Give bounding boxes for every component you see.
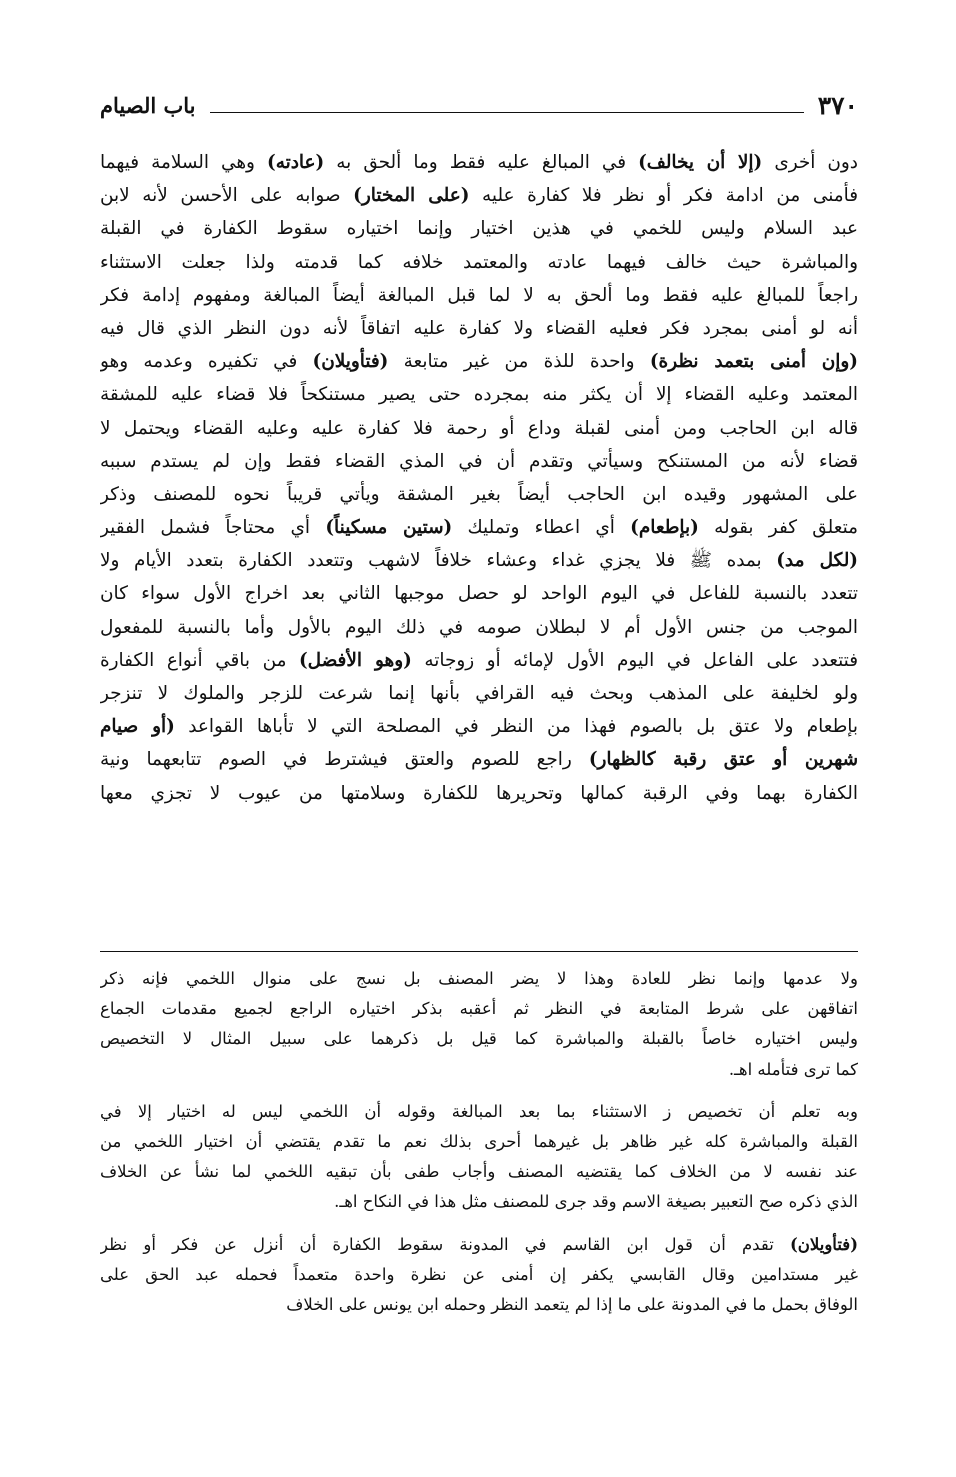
text-line [100, 777, 858, 810]
text-run: المعتمد وعليه القضاء إلا أن يكثر منه بمجرده حتى يصير مستنكحاً فلا قضاء عليه للمشقة [100, 384, 858, 406]
text-run: واحدة للذة من غير متابعة [388, 351, 650, 373]
bold-term: (لكل مد) [776, 550, 858, 572]
text-run: متعلق كفر بقوله [698, 517, 858, 539]
footnote-line [100, 1097, 858, 1127]
text-run: وبه تعلم أن تخصيص ز الاستثناء بما بعد المبالغة وقوله أن اللخمي ليس له اختيار إلا في [100, 1101, 858, 1121]
text-run: دون أخرى [762, 152, 858, 173]
text-line [100, 312, 858, 345]
footnote-paragraph [100, 1230, 858, 1321]
text-run: قاله ابن الحاجب ومن أمنى لقبلة وداع أو رحمة فلا كفارة عليه وعليه القضاء ويحتمل لا [100, 417, 858, 439]
footnote-line [100, 1055, 858, 1085]
text-run: من باقي أنواع الكفارة [100, 649, 299, 671]
text-run: بإطعام ولا عتق بل بالصوم فهذا من النظر في المصلحة التي لا تأباها القواعد [174, 716, 858, 738]
text-line [100, 246, 858, 279]
text-run: فتتعدد على الفاعل في اليوم الأول لإمائه أو زوجاته [411, 649, 858, 671]
text-run: القبلة والمباشرة كله غير ظاهر بل غيرهما أحرى بذلك نعم ما تقدم يقتضي أن اختيار اللخمي من [100, 1131, 858, 1151]
text-run: عبد السلام وليس للخمي في هذين اختيار وإنما اختياره سقوط الكفارة في القبلة [100, 218, 858, 240]
text-run: كما ترى فتأمله اهـ. [728, 1059, 858, 1079]
footnote-line [100, 1260, 858, 1290]
footnote-paragraph [100, 1097, 858, 1218]
bold-term: (بإطعام) [630, 517, 699, 539]
page-header [100, 80, 858, 122]
text-run: أي اعطاء وتمليك [452, 517, 631, 539]
bold-term: (ستين مسكيناً) [325, 517, 453, 539]
footnote-line [100, 964, 858, 994]
bold-term: (أو صيام [100, 716, 175, 738]
footnote-line [100, 1024, 858, 1054]
text-run: راجعاً للمبالغ عليه فقط وما ألحق به لا لما قبل المبالغة أيضاً المبالغة ومفهوم إدامة فكر [100, 284, 858, 306]
bold-term: (وهو الأفضل) [298, 649, 412, 671]
bold-term: (فتأويلان) [312, 351, 389, 373]
text-line [100, 544, 858, 577]
text-run: عند نفسه لا من الخلاف كما يقتضيه المصنف وأجاب طفى بأن تبقيه اللخمي لما نشأ عن الخلاف [100, 1162, 858, 1182]
text-run: الذي ذكره صح التعبير بصيغة الاسم وقد جرى للمصنف مثل هذا في النكاح اهـ. [334, 1192, 858, 1212]
footnote-line [100, 1127, 858, 1157]
text-run: على المشهور وقيده ابن الحاجب أيضاً بغير المشقة ويأتي قريباً نحوه للمصنف وذكر [100, 483, 858, 505]
footnotes [100, 964, 858, 1384]
main-text [100, 146, 858, 943]
text-run: وهي السلامة فيهما [100, 152, 268, 173]
text-line [100, 710, 858, 743]
text-run: وليس اختياره خاصاً بالقبلة والمباشرة كما قيل بل ذكرهما على سبيل المثال لا التخصيص [100, 1029, 858, 1049]
text-run: ولو لخليفة على المذهب وبحث فيه القرافي بأنها إنما شرعت للزجر والملوك لا تنزجر [100, 683, 858, 704]
bold-term: (فتأويلان) [789, 1234, 858, 1254]
header-rule [210, 112, 804, 113]
text-run: فأمنى من ادامة فكر أو نظر فلا كفارة عليه [469, 185, 858, 207]
text-line [100, 611, 858, 644]
text-run: ولا عدمها وإنما نظر للعادة وهذا لا يضر المصنف بل نسج على منوال اللخمي فإنه ذكر [100, 969, 858, 988]
footnote-line [100, 994, 858, 1024]
text-line [100, 279, 858, 312]
bold-term: شهرين أو عتق رقبة كالظهار) [588, 749, 858, 771]
footnote-separator [100, 951, 858, 952]
text-line [100, 743, 858, 776]
footnote-line [100, 1187, 858, 1217]
text-run: والمباشرة حيث خالف فيهما عادته والمعتمد خلافه كما قدمته ولذا جعلت الاستثناء [100, 251, 858, 273]
text-line [100, 179, 858, 212]
text-line [100, 412, 858, 445]
bold-term: (إلا أن يخالف) [638, 152, 763, 173]
text-line [100, 644, 858, 677]
text-run: الوفاق بحمل ما في المدونة على ما إذا لم يتعمد النظر وحمله ابن يونس على الخلاف [286, 1294, 858, 1314]
footnote-paragraph [100, 964, 858, 1085]
text-line [100, 677, 858, 710]
bold-term: (عادته) [267, 152, 325, 173]
text-run: صوابه على الأحسن لأنه لابن [100, 185, 354, 207]
text-run: الموجب من جنس الأول أم لا لبطلان صومه في ذلك اليوم بالأول وأما بالنسبة للمفعول [100, 616, 858, 638]
text-run: تتعدد بالنسبة للفاعل في اليوم الواحد لو حصل موجبها الثاني بعد اخراج الأول سواء كان [100, 583, 858, 605]
footnote-line [100, 1230, 858, 1260]
chapter-title: باب الصيام [100, 93, 196, 118]
text-line [100, 212, 858, 245]
text-run: في المبالغ عليه فقط وما ألحق به [324, 152, 639, 173]
bold-term: (على المختار) [353, 185, 470, 207]
text-run: في تكفيره وعدمه وهو [100, 351, 313, 373]
page-number: ٣٧٠ [817, 91, 858, 120]
text-line [100, 146, 858, 179]
text-line [100, 445, 858, 478]
text-run: الكفارة بهما وفي الرقبة كمالها وتحريرها للكفارة وسلامتها من عيوب لا تجزي معها [100, 782, 858, 804]
text-run: أنه لو أمنى بمجرد فكر فعليه القضاء ولا كفارة عليه اتفاقاً لأنه دون النظر الذي قال فيه [100, 317, 858, 339]
text-run: قضاء لأنه من المستنكح وسيأتي وتقدم أن في المذي القضاء فقط وإن لم يستدم سببه [100, 450, 858, 472]
text-run: راجع للصوم والعتق فيشترط في الصوم تتابعهما ونية [100, 749, 589, 771]
text-run: بمده ﷺ فلا يجزي غداء وعشاء خلافاً لاشهب وتتعدد الكفارة بتعدد الأيام ولا [100, 550, 777, 572]
bold-term: (وإن أمنى بتعمد نظرة) [649, 351, 858, 373]
text-line [100, 478, 858, 511]
text-line [100, 345, 858, 378]
text-line [100, 577, 858, 610]
text-line [100, 511, 858, 544]
text-run: غير مستدامين وقال القابسي يكفر إن أمنى عن نظرة واحدة متعمداً فحمله عبد الحق على [100, 1264, 858, 1284]
text-line [100, 378, 858, 411]
footnote-line [100, 1157, 858, 1187]
footnote-line [100, 1290, 858, 1320]
text-run: أي محتاجاً فشمل الفقير [100, 517, 326, 539]
text-run: تقدم أن قول ابن القاسم في المدونة سقوط الكفارة أن أنزل عن فكر أو نظر [100, 1234, 790, 1254]
text-run: اتفاقهن على شرط المتابعة في النظر ثم أعقبه بذكر اختياره الراجع لجميع مقدمات الجماع [100, 999, 858, 1019]
